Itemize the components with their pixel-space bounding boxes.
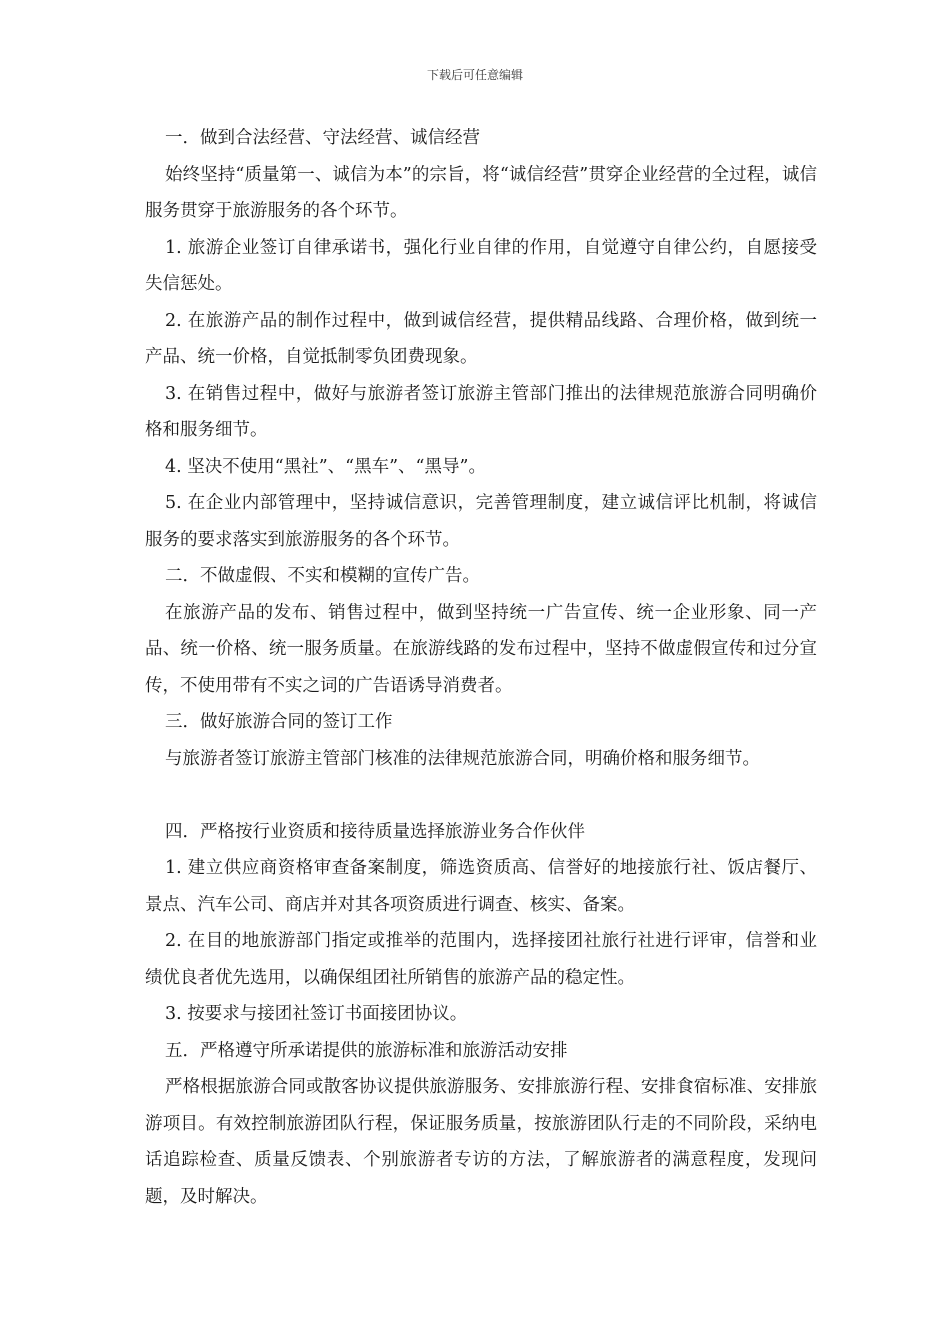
section-heading-1: 一．做到合法经营、守法经营、诚信经营: [165, 128, 480, 148]
list-item: 3. 按要求与接团社签订书面接团协议。: [165, 1004, 468, 1024]
list-item: 4. 坚决不使用“黑社”、“黑车”、“黑导”。: [165, 456, 486, 477]
paragraph: 严格根据旅游合同或散客协议提供旅游服务、安排旅游行程、安排食宿标准、安排旅游项目。有效控制旅游团队行程，保证服务质量，按旅游团队行走的不同阶段，采纳电话追踪检查、质量反馈表、个别旅游者专访的方法，了解旅游者的满意程度，发现问题，及时解决。: [145, 1077, 817, 1207]
paragraph: 与旅游者签订旅游主管部门核准的法律规范旅游合同，明确价格和服务细节。: [165, 748, 760, 769]
paragraph: 始终坚持“质量第一、诚信为本”的宗旨，将“诚信经营”贯穿企业经营的全过程，诚信服务贯穿于旅游服务的各个环节。: [145, 164, 817, 221]
section-heading-4: 四．严格按行业资质和接待质量选择旅游业务合作伙伴: [165, 821, 585, 842]
list-item: 1. 建立供应商资格审查备案制度，筛选资质高、信誉好的地接旅行社、饭店餐厅、景点、汽车公司、商店并对其各项资质进行调查、核实、备案。: [145, 858, 817, 915]
list-item: 5. 在企业内部管理中，坚持诚信意识，完善管理制度，建立诚信评比机制，将诚信服务的要求落实到旅游服务的各个环节。: [145, 493, 817, 550]
list-item: 3. 在销售过程中，做好与旅游者签订旅游主管部门推出的法律规范旅游合同明确价格和服务细节。: [145, 383, 817, 440]
section-heading-5: 五．严格遵守所承诺提供的旅游标准和旅游活动安排: [165, 1040, 568, 1061]
list-item: 1. 旅游企业签订自律承诺书，强化行业自律的作用，自觉遵守自律公约，自愿接受失信惩处。: [145, 237, 817, 294]
section-heading-2: 二．不做虚假、不实和模糊的宣传广告。: [165, 566, 480, 586]
paragraph: 在旅游产品的发布、销售过程中，做到坚持统一广告宣传、统一企业形象、同一产品、统一价格、统一服务质量。在旅游线路的发布过程中，坚持不做虚假宣传和过分宣传，不使用带有不实之词的广告语诱导消费者。: [145, 602, 817, 696]
document-body: [145, 120, 817, 1215]
blank-line: [145, 777, 817, 814]
list-item: 2. 在目的地旅游部门指定或推举的范围内，选择接团社旅行社进行评审，信誉和业绩优良者优先选用，以确保组团社所销售的旅游产品的稳定性。: [145, 931, 817, 988]
section-heading-3: 三．做好旅游合同的签订工作: [165, 712, 393, 732]
list-item: 2. 在旅游产品的制作过程中，做到诚信经营，提供精品线路、合理价格，做到统一产品、统一价格，自觉抵制零负团费现象。: [145, 310, 817, 367]
page-header-note: 下载后可任意编辑: [426, 68, 523, 82]
